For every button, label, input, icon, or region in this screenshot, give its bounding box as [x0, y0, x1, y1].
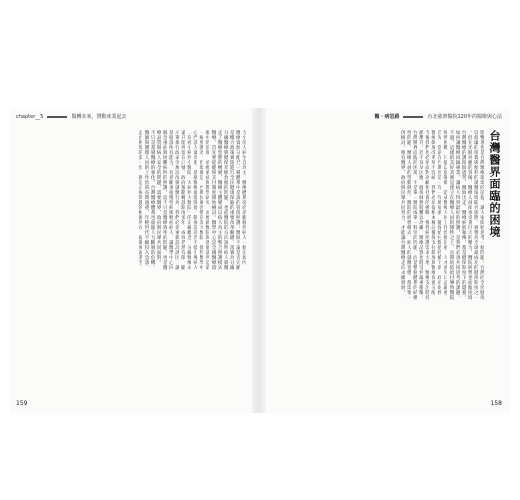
text-column: 併檢討。唯有醫界、政府與民眾共同努力，才能讓台灣醫療走向永續發展。: [399, 130, 405, 295]
text-column: 醫療制度改革刻不容緩，我們必須從根本檢討健保支付制度與醫療資源分配。: [430, 130, 436, 300]
right-page-number: 158: [490, 400, 502, 407]
right-page-header: [374, 113, 502, 120]
text-column: 走了醫療型態的轉變，醫療主體變成以病人為主的整合照護模式: [216, 130, 222, 270]
text-column: 續攀升。若不及早因應，健保財務將難以為繼，醫療品質也將受到嚴重衝擊。: [418, 130, 424, 300]
text-column: 醫療，首先要從健保支付制度開始檢討。醫學中心是全國醫療資: [210, 130, 216, 270]
text-column: 醫療資源分配乃一種體系中是說的管理照護：醫師不論是否完願: [234, 130, 240, 270]
header-divider: [403, 116, 423, 118]
text-column: 心門診人滿為患，基層醫療量能閒置。制度設計若不能引導病人: [192, 130, 198, 270]
book-title: 醫・病思路: [374, 114, 400, 120]
text-column: 影響著也是台灣醫療環境的前提，讓大家開始思考一個問題：台灣的全民健保: [479, 130, 484, 300]
text-column: 台灣醫界面臨的困境，不是單一醫院或單一科別的問題，而是整個體系的結構: [411, 130, 417, 300]
text-column: 如何讓醫療回歸專業，讓病人得到最好的照護，是我們必須共同思考的課題。: [454, 130, 460, 300]
text-column: 是權力政策實施進行全民健康保險的重要改革關鍵，落實為分級: [228, 130, 234, 270]
left-page: [10, 108, 252, 413]
text-column: 走出困境的第一步，就是正視問題的根源所在，從制度面著手。: [137, 130, 143, 270]
text-column: 醫師與護理人員的工作負荷長期過重，年輕世代不願投入急診、: [143, 130, 149, 270]
text-column: 。但在光鮮亮麗的背後，醫療人員卻承受著巨大的壓力，醫院經營也面臨困境: [466, 130, 472, 300]
chapter-title: 醫轉未來，帶動產業起去: [71, 114, 127, 120]
left-page-header: [16, 113, 126, 120]
text-column: 一線照護者。但現實是，台灣民眾習慣直奔大醫院，使得醫學中: [198, 130, 204, 270]
text-column: 「你看小病到小醫院，大病到大醫院」的正確觀念，分級醫療永: [186, 130, 192, 270]
text-column: 台灣醫療的護理師過勞、醫師出走、醫療糾紛頻傳，都是健保制度下的隱憂。: [460, 130, 466, 300]
text-column: 示單靠行政命令無法改變就醫行為。我們必須重新設計誘因，讓: [173, 130, 179, 270]
right-page: [266, 108, 510, 413]
text-column: 性問題。醫療人員的勞動條件、醫院的經營模式、病人的就醫習慣，都需要一: [405, 130, 411, 300]
text-column: 首先，當前在台灣也是一年一年地加重，健保給付點值持續下滑，政府財務: [436, 130, 442, 295]
text-column: 今後我們也必須面對高齡化社會的挑戰，慢性病照護需求大增，醫療支出將持: [424, 130, 430, 300]
text-column: 分級醫療與健保差額負擔的問題，也從醫院的方向說明病人就醫: [222, 130, 228, 270]
left-page-body: [16, 130, 246, 380]
right-page-body: [276, 130, 484, 380]
text-column: 不只是基層醫療的強化，台灣醫療體系也面臨人力斷層的危機，: [149, 130, 155, 270]
chapter-label: chapter__5: [16, 114, 44, 120]
text-column: 遠只能停留在口號。政府推動轉診制度多年，成效仍然有限，顯: [180, 130, 186, 270]
text-column: 經營困難，只能以量制價，造成醫療人員工作負擔沉重，人才流失日益嚴重。: [442, 130, 448, 300]
text-column: 力小民人病生自為主，醫療體系卻必須搬移到病人一個正規內: [241, 130, 246, 265]
book-gutter: [252, 108, 266, 413]
header-divider: [47, 116, 67, 118]
left-page-number: 159: [16, 400, 28, 407]
text-column: 不過，這樣的美好其實是建立在醫療人員的犧牲之上，長期的低給付導致醫院: [448, 130, 454, 300]
text-column: 歸急重症與困難病例的照護。這不只是醫療效率的問題，更是醫: [161, 130, 167, 270]
text-column: 療品質與病人安全的問題，需要醫界、政府與民眾共同面對。: [155, 130, 161, 265]
book-subtitle: 台北慈濟醫院120年的醫療與心法: [427, 114, 502, 120]
text-column: 源中的頂端，承擔重症與教學研究，而地區醫院與基層診所是第: [204, 130, 210, 270]
section-title: 台灣醫界面臨的困境: [488, 130, 501, 238]
text-column: 基層診所有能力、有意願承接慢性病與輕症病人，讓醫學中心回: [167, 130, 173, 270]
text-column: 以低廉的保費與便利的就醫環境聞名國際，被譽為全球最成功的健保制度之一: [472, 130, 478, 300]
